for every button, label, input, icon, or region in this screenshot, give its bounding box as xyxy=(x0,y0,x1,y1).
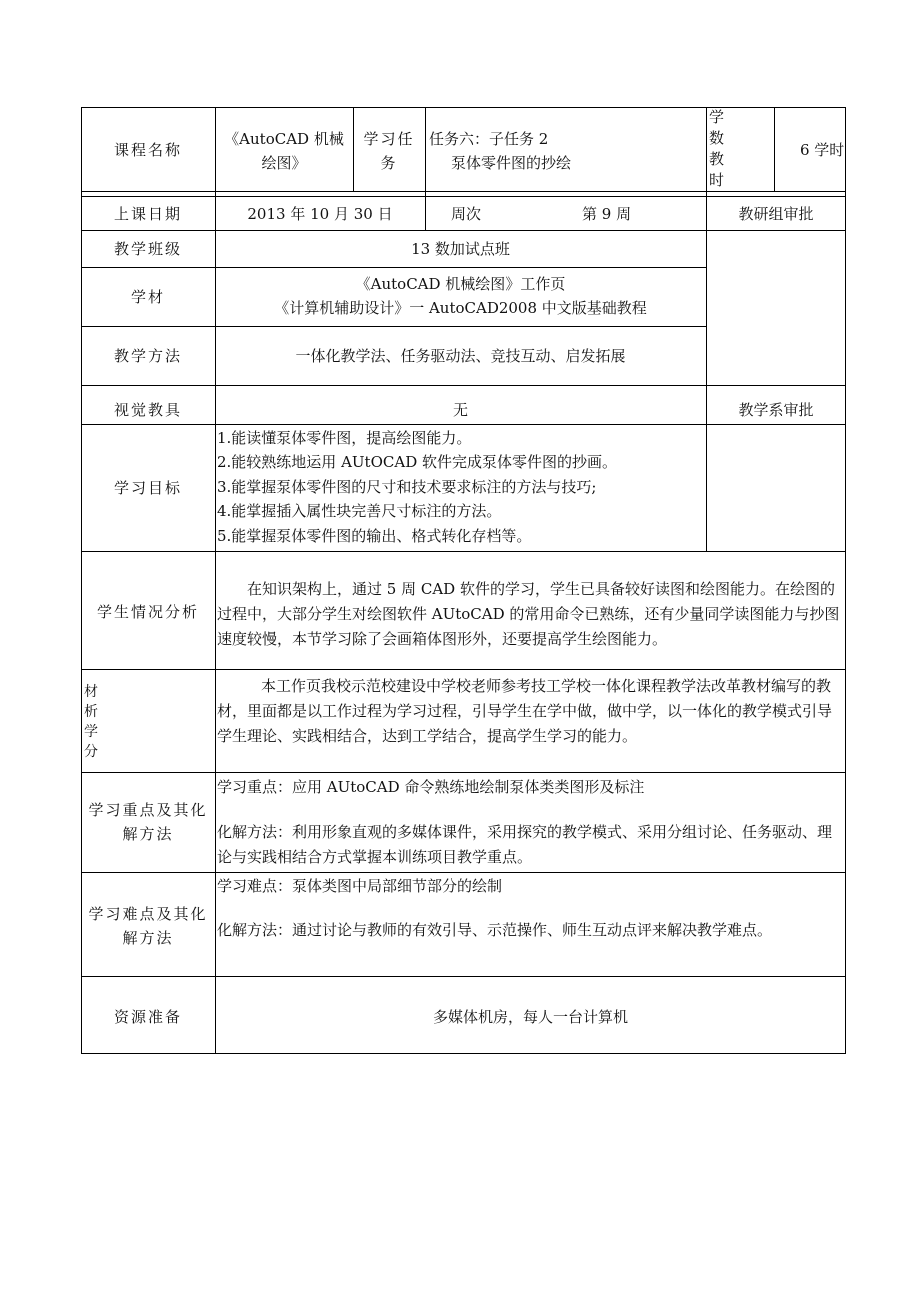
focus-method: 化解方法：利用形象直观的多媒体课件，采用探究的教学模式、采用分组讨论、任务驱动、理论与实践相结合方式掌握本训练项目教学重点。 xyxy=(217,823,833,866)
material-line1: 《AutoCAD 机械绘图》工作页 xyxy=(355,275,566,293)
task-line1: 任务六：子任务 2 xyxy=(429,130,549,148)
focus-label-line1: 学习重点及其化 xyxy=(88,801,208,819)
goal-item-4: 4.能掌握插入属性块完善尺寸标注的方法。 xyxy=(217,502,502,520)
difficulty-label-line2: 解方法 xyxy=(122,929,174,947)
review-department: 教学系审批 xyxy=(738,401,814,419)
class-value: 13 数加试点班 xyxy=(411,240,510,258)
student-analysis-text: 在知识架构上，通过 5 周 CAD 软件的学习，学生已具备较好读图和绘图能力。在绘图的过程中，大部分学生对绘图软件 AUtoCAD 的常用命令已熟练，还有少量同学读图能力与抄图速度较慢，本节学习除了会画箱体图形外，还要提高学生绘图能力。 xyxy=(217,580,840,648)
goal-item-3: 3.能掌握泵体零件图的尺寸和技术要求标注的方法与技巧; xyxy=(217,478,597,496)
difficulty-point: 学习难点：泵体类图中局部细节部分的绘制 xyxy=(217,877,503,895)
course-name-line1: 《AutoCAD 机械 xyxy=(224,130,344,148)
goal-item-1: 1.能读懂泵体零件图，提高绘图能力。 xyxy=(217,429,472,447)
course-name-label: 课程名称 xyxy=(113,141,182,159)
task-line2: 泵体零件图的抄绘 xyxy=(451,154,572,172)
class-label: 教学班级 xyxy=(113,240,182,258)
review-teaching-group: 教研组审批 xyxy=(738,205,814,223)
difficulty-label-line1: 学习难点及其化 xyxy=(88,905,208,923)
difficulty-method: 化解方法：通过讨论与教师的有效引导、示范操作、师生互动点评来解决教学难点。 xyxy=(217,921,773,939)
week-value: 第 9 周 xyxy=(582,205,632,223)
resource-label: 资源准备 xyxy=(113,1008,182,1026)
hours-value: 6 学时 xyxy=(800,141,845,159)
resource-value: 多媒体机房，每人一台计算机 xyxy=(432,1008,628,1026)
goal-item-2: 2.能较熟练地运用 AUtOCAD 软件完成泵体零件图的抄画。 xyxy=(217,453,617,471)
visual-aids-value: 无 xyxy=(452,401,468,419)
material-analysis-text: 本工作页我校示范校建设中学校老师参考技工学校一体化课程教学法改革教材编写的教材，里面都是以工作过程为学习过程，引导学生在学中做，做中学，以一体化的教学模式引导学生理论、实践相结合，达到工学结合，提高学生学习的能力。 xyxy=(217,677,833,745)
material-analysis-label: 材 析 学 分 xyxy=(84,684,98,760)
date-label: 上课日期 xyxy=(113,205,182,223)
task-label-line1: 学习任 xyxy=(363,130,415,148)
student-analysis-label: 学生情况分析 xyxy=(96,603,199,621)
material-line2: 《计算机辅助设计》一 AutoCAD2008 中文版基础教程 xyxy=(274,299,647,317)
focus-point: 学习重点：应用 AUtoCAD 命令熟练地绘制泵体类类图形及标注 xyxy=(217,778,645,796)
visual-aids-label: 视觉教具 xyxy=(113,401,182,419)
course-name-line2: 绘图》 xyxy=(261,154,307,172)
goal-item-5: 5.能掌握泵体零件图的输出、格式转化存档等。 xyxy=(217,527,532,545)
focus-label-line2: 解方法 xyxy=(122,825,174,843)
hours-label: 学 数 教 时 xyxy=(709,108,725,189)
method-value: 一体化教学法、任务驱动法、竞技互动、启发拓展 xyxy=(295,347,626,365)
task-label-line2: 务 xyxy=(380,154,398,172)
goals-label: 学习目标 xyxy=(113,479,182,497)
material-label: 学材 xyxy=(130,288,165,306)
date-value: 2013 年 10 月 30 日 xyxy=(247,205,393,223)
method-label: 教学方法 xyxy=(113,347,182,365)
week-label: 周次 xyxy=(451,205,482,223)
